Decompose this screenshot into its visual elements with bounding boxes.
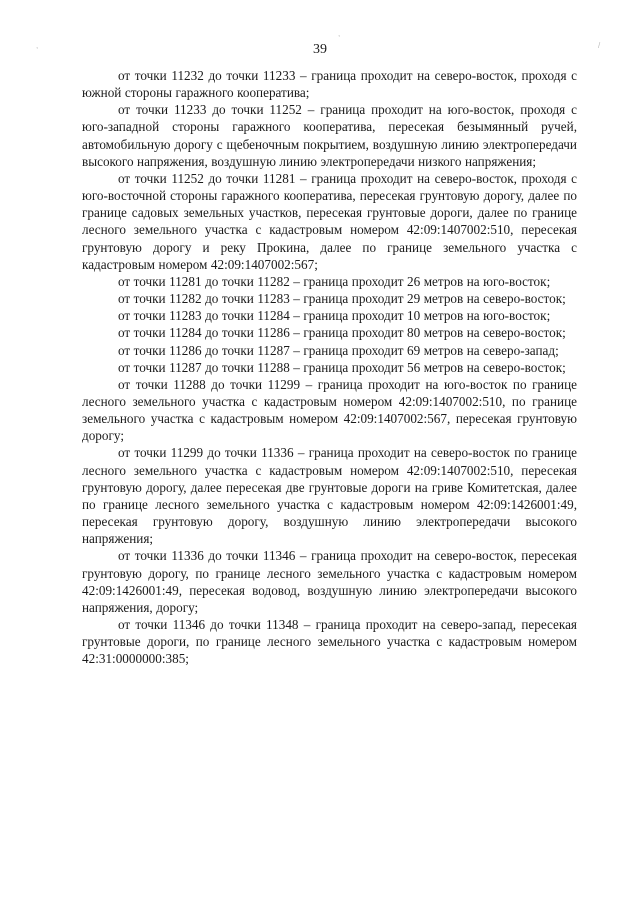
paragraph: от точки 11288 до точки 11299 – граница проходит на юго-восток по границе лесного земельного участка с кадастровым номером 42:09:1407002:510, по границе земельного участка с кадастровым номером 42:09:1407002:567, пересекая грунтовую дорогу; [82,376,577,444]
paragraph: от точки 11286 до точки 11287 – граница проходит 69 метров на северо-запад; [118,342,559,358]
paragraph: от точки 11287 до точки 11288 – граница проходит 56 метров на северо-восток; [118,359,566,375]
paragraph: от точки 11232 до точки 11233 – граница проходит на северо-восток, проходя с южной стороны гаражного кооператива; [82,68,577,101]
paragraph: от точки 11281 до точки 11282 – граница проходит 26 метров на юго-восток; [118,273,551,289]
scan-mark: , [36,41,39,50]
paragraph: от точки 11299 до точки 11336 – граница проходит на северо-восток по границе лесного земельного участка с кадастровым номером 42:09:1407002:510, пересекая грунтовую дорогу, далее пересекая две грунтовые дороги на гриве Комитетская, далее по границе лесного земельного участка с кадастровым номером 42:09:1426001:49, пересекая грунтовую дорогу, воздушную линию электропередачи высокого напряжения; [82,445,577,547]
document-body [82,67,577,667]
scan-mark: / [598,41,601,50]
scan-mark: , [338,29,341,38]
paragraph: от точки 11284 до точки 11286 – граница проходит 80 метров на северо-восток; [118,325,566,341]
paragraph: от точки 11252 до точки 11281 – граница проходит на северо-восток, проходя с юго-восточной стороны гаражного кооператива, пересекая грунтовую дорогу, далее по границе садовых земельных участков, пересекая грунтовые дороги, далее по границе лесного земельного участка с кадастровым номером 42:09:1407002:510, пересекая грунтовую дорогу и реку Прокина, далее по границе земельного участка с кадастровым номером 42:09:1407002:567; [82,170,577,272]
paragraph: от точки 11233 до точки 11252 – граница проходит на юго-восток, проходя с юго-западной стороны гаражного кооператива, пересекая безымянный ручей, автомобильную дорогу с щебеночным покрытием, воздушную линию электропередачи высокого напряжения, воздушную линию электропередачи низкого напряжения; [82,102,577,169]
paragraph: от точки 11282 до точки 11283 – граница проходит 29 метров на северо-восток; [118,291,566,307]
paragraph: от точки 11346 до точки 11348 – граница проходит на северо-запад, пересекая грунтовые дороги, по границе лесного земельного участка с кадастровым номером 42:31:0000000:385; [82,617,577,667]
paragraph: от точки 11283 до точки 11284 – граница проходит 10 метров на юго-восток; [118,308,551,324]
paragraph: от точки 11336 до точки 11346 – граница проходит на северо-восток, пересекая грунтовую дорогу, по границе лесного земельного участка с кадастровым номером 42:09:1426001:49, пересекая водовод, воздушную линию электропередачи высокого напряжения, дорогу; [82,548,577,615]
page-number: 39 [313,42,327,57]
